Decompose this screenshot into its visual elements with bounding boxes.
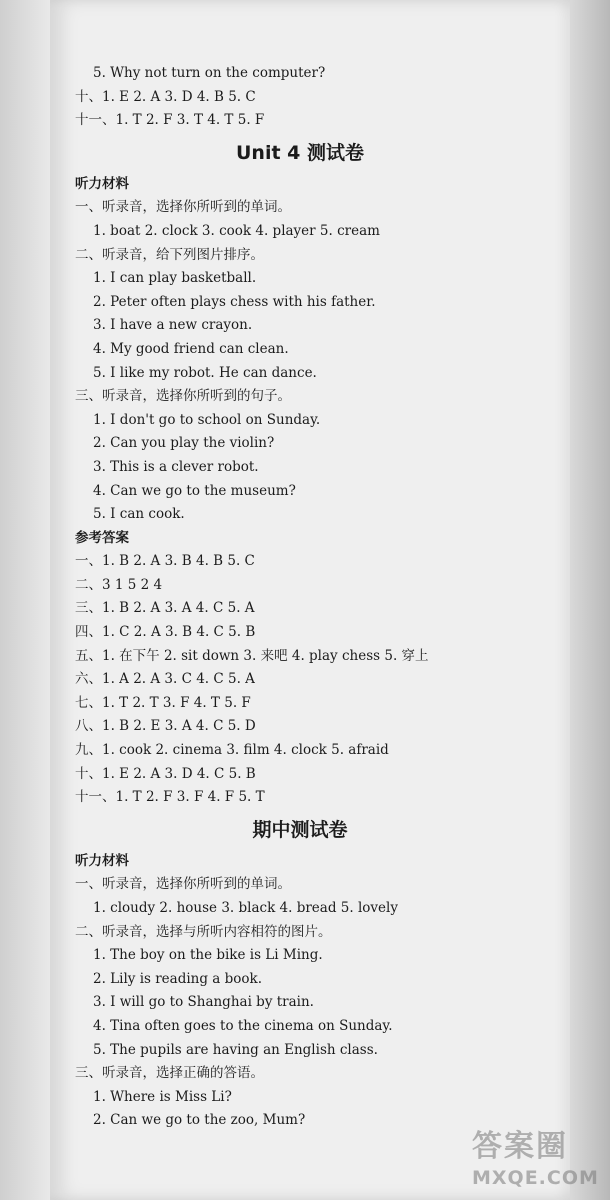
answer-line: 九、1. cook 2. cinema 3. film 4. clock 5. afraid	[75, 742, 389, 759]
text-line: 4. Can we go to the museum?	[93, 482, 296, 499]
watermark-logo-text: 答案圈	[472, 1129, 568, 1164]
page-gutter-left	[0, 0, 50, 1200]
text-line: 1. Where is Miss Li?	[93, 1088, 232, 1105]
text-line: 1. I don't go to school on Sunday.	[93, 411, 321, 428]
text-line: 5. The pupils are having an English class.	[93, 1041, 378, 1058]
unit4-listening-list	[75, 196, 525, 526]
question-line: 一、听录音，选择你所听到的单词。	[75, 199, 291, 216]
answer-line: 七、1. T 2. T 3. F 4. T 5. F	[75, 694, 251, 711]
answer-line: 十一、1. T 2. F 3. F 4. F 5. T	[75, 789, 265, 806]
text-line: 4. Tina often goes to the cinema on Sunday.	[93, 1017, 393, 1034]
top-block	[75, 62, 525, 133]
section-title-midterm: 期中测试卷	[252, 818, 348, 841]
text-line: 3. This is a clever robot.	[93, 458, 259, 475]
text-line: 1. cloudy 2. house 3. black 4. bread 5. lovely	[93, 900, 398, 916]
text-line: 1. The boy on the bike is Li Ming.	[93, 947, 323, 964]
text-line: 2. Can we go to the zoo, Mum?	[93, 1112, 306, 1129]
section-title-unit4: Unit 4 测试卷	[236, 141, 364, 164]
text-line: 2. Can you play the violin?	[93, 435, 275, 452]
answer-line: 十、1. E 2. A 3. D 4. C 5. B	[75, 765, 256, 782]
text-line: 2. Peter often plays chess with his father.	[93, 293, 376, 310]
answers-heading: 参考答案	[75, 529, 129, 546]
unit4-answers-list	[75, 550, 525, 810]
question-line: 三、听录音，选择正确的答语。	[75, 1065, 264, 1082]
page-content	[75, 62, 525, 1133]
text-line: 3. I have a new crayon.	[93, 317, 253, 334]
answer-line: 一、1. B 2. A 3. B 4. B 5. C	[75, 553, 255, 570]
answer-line: 八、1. B 2. E 3. A 4. C 5. D	[75, 718, 256, 735]
answer-line: 三、1. B 2. A 3. A 4. C 5. A	[75, 600, 255, 617]
question-line: 一、听录音，选择你所听到的单词。	[75, 876, 291, 893]
text-line: 2. Lily is reading a book.	[93, 970, 263, 987]
text-line: 1. boat 2. clock 3. cook 4. player 5. cream	[93, 222, 380, 239]
text-line: 1. I can play basketball.	[93, 270, 257, 287]
text-line: 5. I can cook.	[93, 506, 185, 523]
site-watermark	[472, 1128, 607, 1196]
answer-line: 二、3 1 5 2 4	[75, 576, 163, 593]
listening-heading: 听力材料	[75, 175, 129, 192]
answer-line: 五、1. 在下午 2. sit down 3. 来吧 4. play chess 5. 穿上	[75, 647, 429, 664]
text-line: 4. My good friend can clean.	[93, 340, 289, 357]
question-line: 二、听录音，选择与所听内容相符的图片。	[75, 923, 332, 940]
answer-line: 四、1. C 2. A 3. B 4. C 5. B	[75, 624, 256, 641]
page-edge-right	[570, 0, 610, 1200]
answer-line: 十一、1. T 2. F 3. T 4. T 5. F	[75, 112, 265, 129]
question-line: 二、听录音，给下列图片排序。	[75, 246, 264, 263]
midterm-listening-list	[75, 873, 525, 1133]
answer-line: 六、1. A 2. A 3. C 4. C 5. A	[75, 671, 255, 688]
answer-line: 十、1. E 2. A 3. D 4. B 5. C	[75, 88, 256, 105]
text-line: 5. Why not turn on the computer?	[93, 65, 326, 81]
text-line: 3. I will go to Shanghai by train.	[93, 994, 314, 1011]
text-line: 5. I like my robot. He can dance.	[93, 364, 317, 381]
question-line: 三、听录音，选择你所听到的句子。	[75, 388, 291, 405]
watermark-url: MXQE.COM	[472, 1167, 599, 1189]
listening-heading: 听力材料	[75, 852, 129, 869]
